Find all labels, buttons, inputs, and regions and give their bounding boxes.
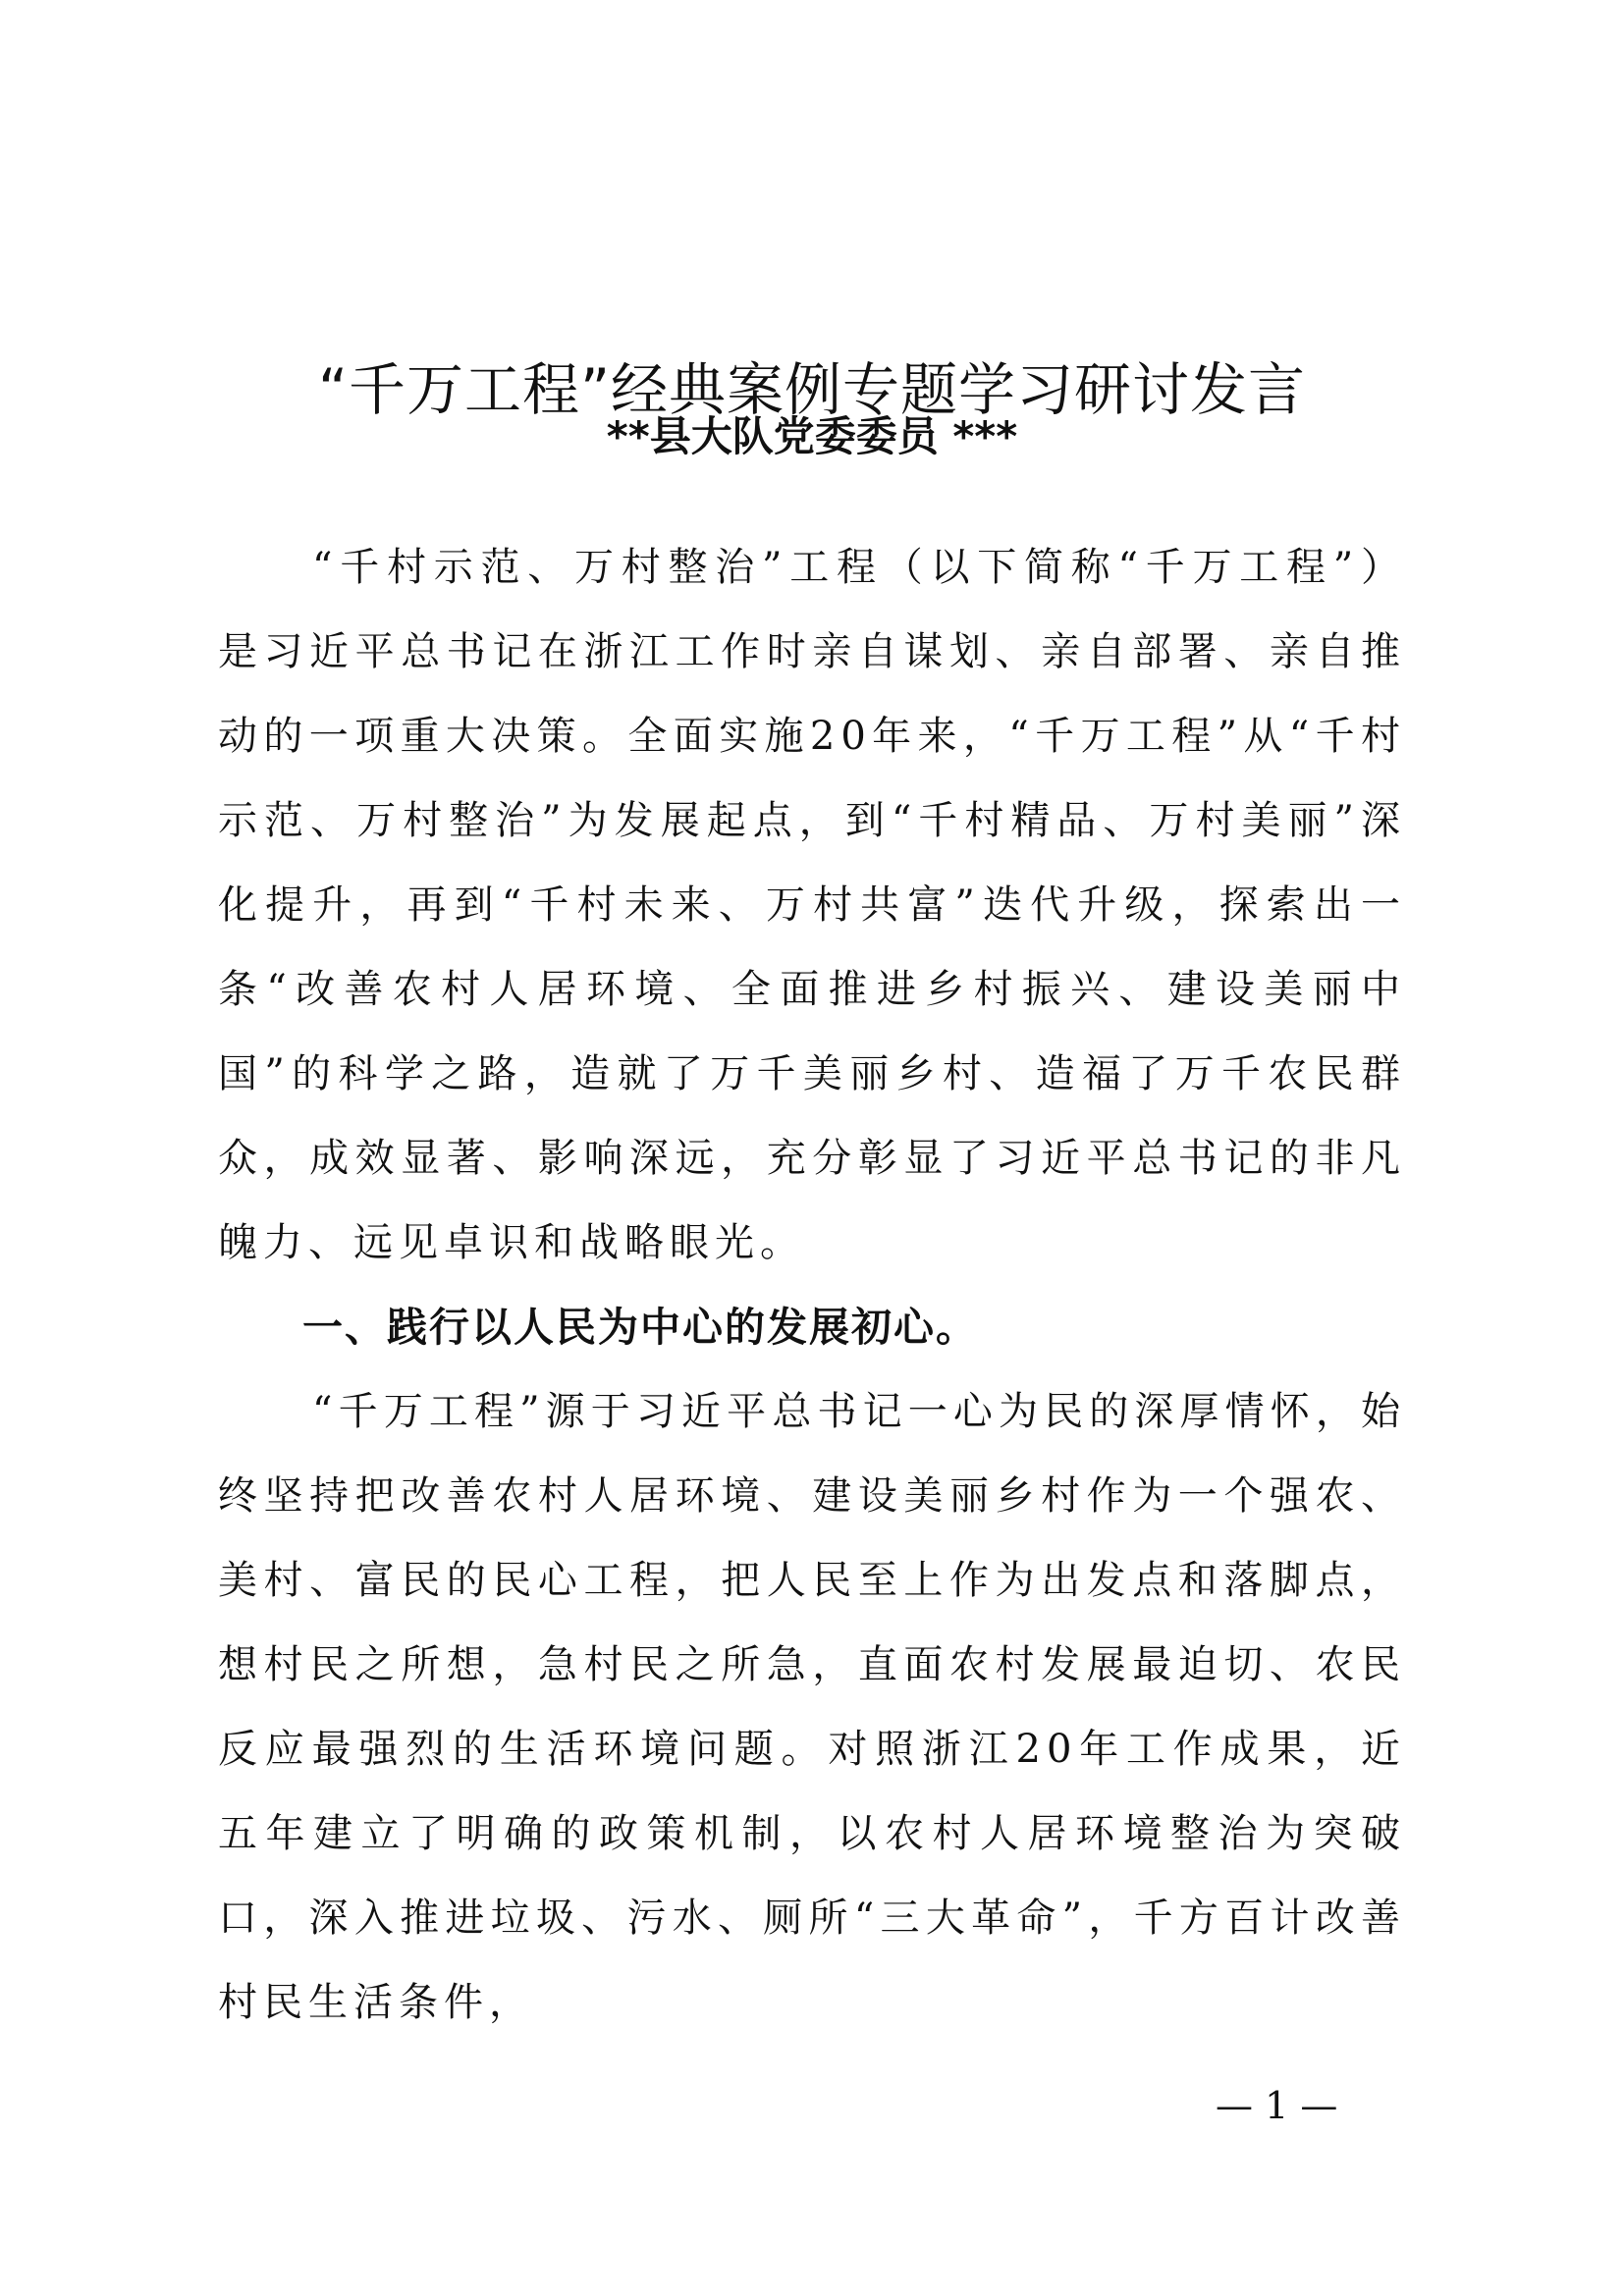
author-line: **县大队党委委员 *** [606, 412, 1018, 460]
section-paragraph: “千万工程”源于习近平总书记一心为民的深厚情怀，始终坚持把改善农村人居环境、建设美丽乡村作为一个强农、美村、富民的民心工程，把人民至上作为出发点和落脚点，想村民之所想，急村民之所急，直面农村发展最迫切、农民反应最强烈的生活环境问题。对照浙江20年工作成果，近五年建立了明确的政策机制，以农村人居环境整治为突破口，深入推进垃圾、污水、厕所“三大革命”，千方百计改善村民生活条件， [218, 1389, 1406, 2025]
page-number: — 1 — [1216, 2084, 1338, 2127]
document-title: “千万工程”经典案例专题学习研讨发言 [317, 355, 1307, 423]
section-heading: 一、践行以人民为中心的发展初心。 [302, 1304, 978, 1351]
intro-paragraph: “千村示范、万村整治”工程（以下简称“千万工程”）是习近平总书记在浙江工作时亲自谋划、亲自部署、亲自推动的一项重大决策。全面实施20年来，“千万工程”从“千村示范、万村整治”为发展起点，到“千村精品、万村美丽”深化提升，再到“千村未来、万村共富”迭代升级，探索出一条“改善农村人居环境、全面推进乡村振兴、建设美丽中国”的科学之路，造就了万千美丽乡村、造福了万千农民群众，成效显著、影响深远，充分彰显了习近平总书记的非凡魄力、远见卓识和战略眼光。 [218, 545, 1406, 1265]
document-body [218, 525, 1406, 2045]
